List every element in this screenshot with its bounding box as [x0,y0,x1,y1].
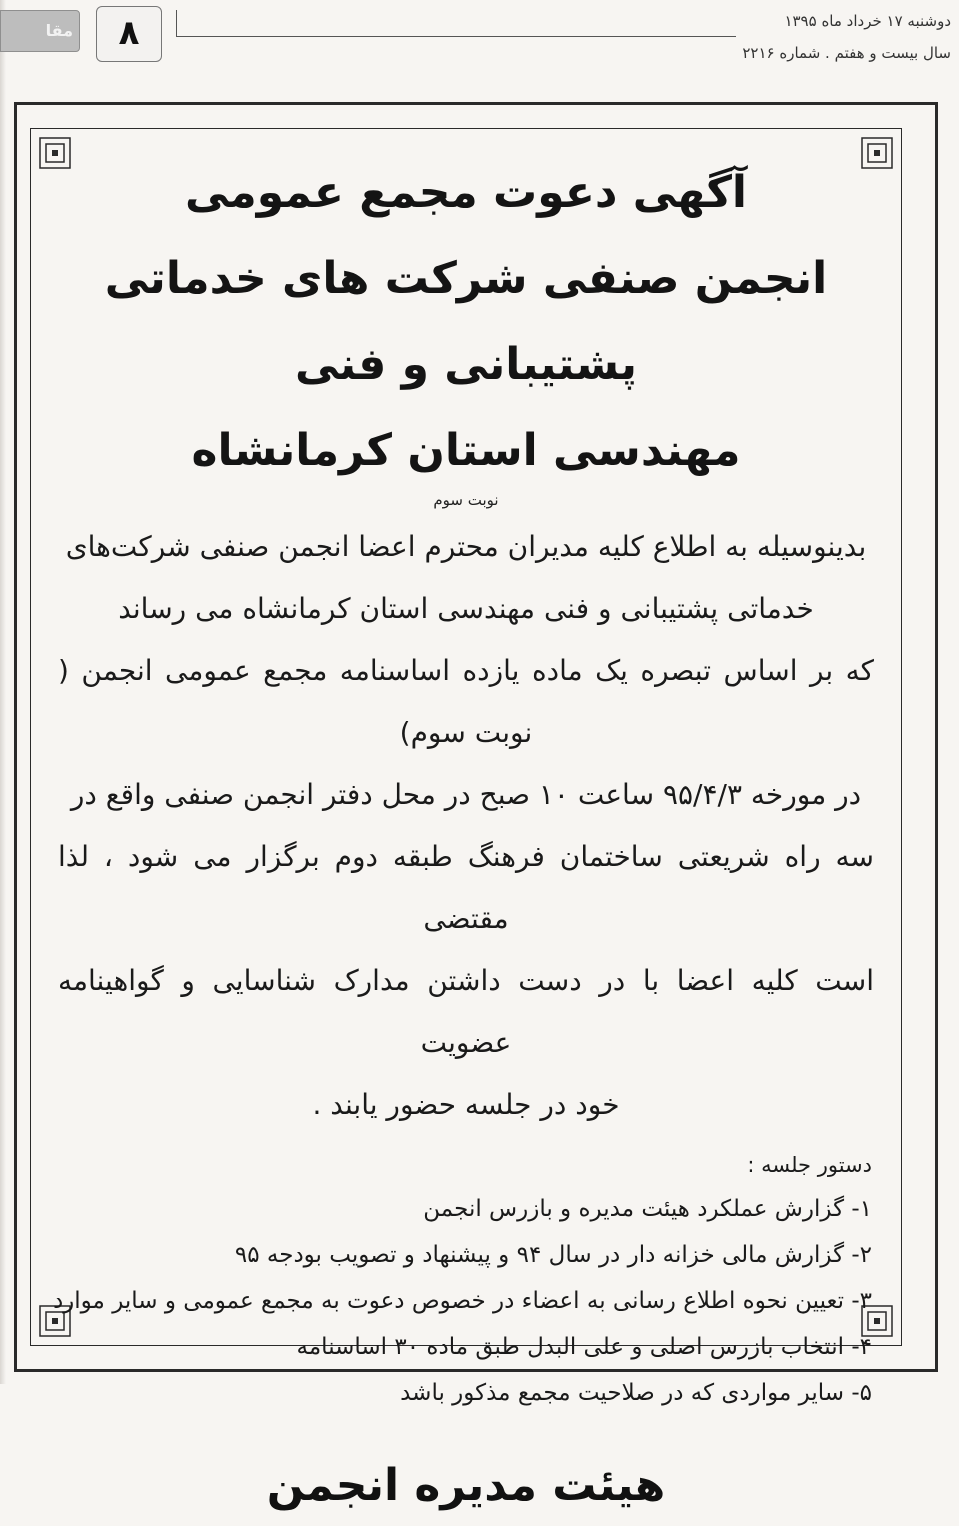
issue-date: دوشنبه ۱۷ خرداد ماه ۱۳۹۵ [784,12,951,30]
notice-title-line: آگهی دعوت مجمع عمومی [184,167,748,218]
section-tab-label: مقا [45,21,73,40]
newspaper-header [0,0,959,80]
section-tab [0,10,80,52]
notice-title-line: مهندسی استان کرمانشاه [191,425,741,476]
agenda-item: ۳- تعیین نحوه اطلاع رسانی به اعضاء در خصوص دعوت به مجمع عمومی و سایر موارد [52,1288,872,1314]
notice-content [40,150,892,1526]
notice-body-line: بدینوسیله به اطلاع کلیه مدیران محترم اعضا انجمن صنفی شرکت‌های [65,530,867,563]
page-number-box [96,6,162,62]
issue-volume: سال بیست و هفتم . شماره ۲۲۱۶ [742,44,951,62]
agenda-item: ۲- گزارش مالی خزانه دار در سال ۹۴ و پیشنهاد و تصویب بودجه ۹۵ [234,1242,872,1268]
page-edge-shadow [0,0,6,1384]
notice-body-line: که بر اساس تبصره یک ماده یازده اساسنامه مجمع عمومی انجمن ( نوبت سوم) [58,654,874,749]
page-number: ۸ [118,13,140,53]
notice-round: نوبت سوم [433,491,499,509]
agenda [40,1148,892,1416]
header-divider-vertical [176,10,177,36]
signature: هیئت مدیره انجمن [266,1460,666,1511]
agenda-item: ۴- انتخاب بازرس اصلی و علی البدل طبق ماده ۳۰ اساسنامه [296,1334,872,1360]
notice-body-line: است کلیه اعضا با در دست داشتن مدارک شناسایی و گواهینامه عضویت [58,964,874,1059]
agenda-title: دستور جلسه : [747,1153,872,1177]
header-divider [176,36,736,37]
notice-body-line: سه راه شریعتی ساختمان فرهنگ طبقه دوم برگزار می شود ، لذا مقتضی [58,840,874,935]
agenda-item: ۵- سایر مواردی که در صلاحیت مجمع مذکور باشد [400,1380,872,1406]
notice-body-line: خدماتی پشتیبانی و فنی مهندسی استان کرمانشاه می رساند [118,592,814,625]
notice-title-line: انجمن صنفی شرکت های خدماتی پشتیبانی و فنی [104,253,828,390]
notice-body-line: خود در جلسه حضور یابند . [312,1088,620,1121]
agenda-item: ۱- گزارش عملکرد هیئت مدیره و بازرس انجمن [423,1196,872,1222]
notice-body-line: در مورخه ۹۵/۴/۳ ساعت ۱۰ صبح در محل دفتر انجمن صنفی واقع در [70,778,862,811]
